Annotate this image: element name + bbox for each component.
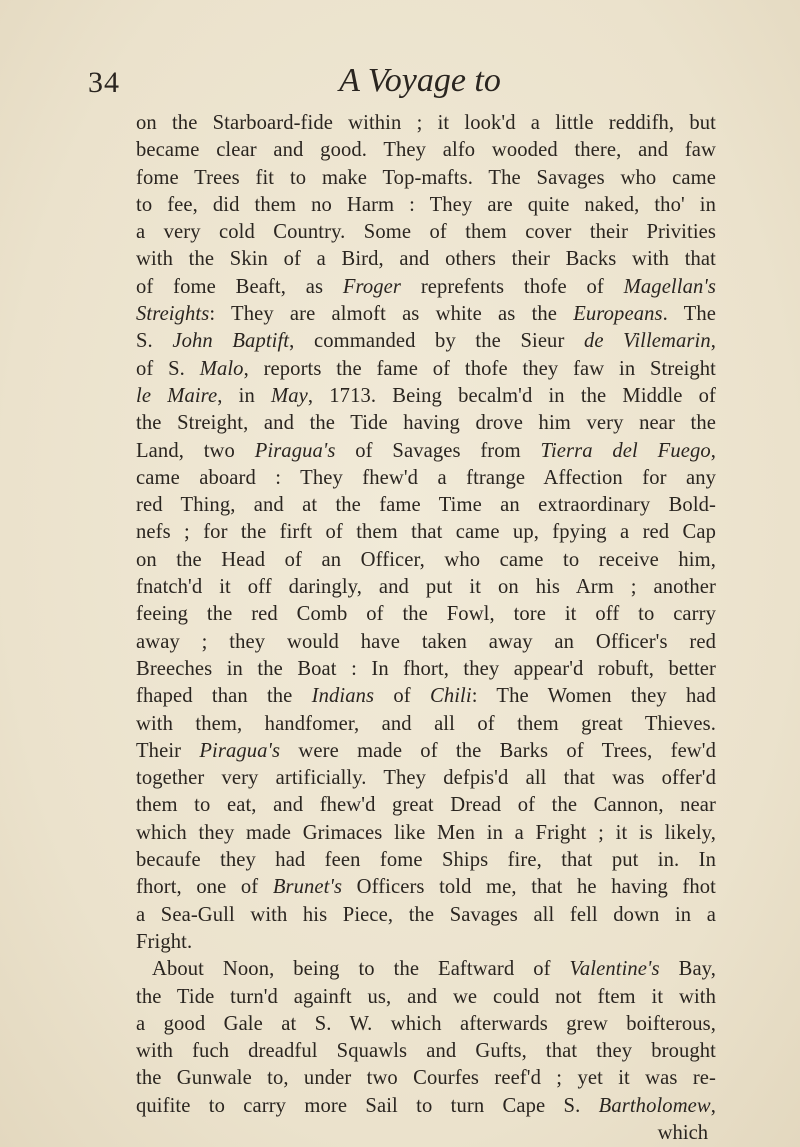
text-run: nefs ; for the firft of them that came up, fpying a red Cap xyxy=(136,521,716,544)
text-line xyxy=(136,984,716,1011)
text-run: red Thing, and at the fame Time an extraordinary Bold- xyxy=(136,494,716,517)
text-line xyxy=(136,110,716,137)
text-run: About Noon, being to the Eaftward of xyxy=(152,958,570,981)
text-run: a Sea-Gull with his Piece, the Savages all fell down in a xyxy=(136,903,716,926)
text-run: Fright. xyxy=(136,930,193,953)
text-run: fnatch'd it off daringly, and put it on his Arm ; another xyxy=(136,576,716,599)
italic-phrase: le Maire xyxy=(136,384,218,407)
text-line xyxy=(136,683,716,710)
text-line xyxy=(136,356,716,383)
text-run: a very cold Country. Some of them cover their Privities xyxy=(136,221,716,244)
text-line xyxy=(136,1065,716,1092)
text-run: Their xyxy=(136,739,200,762)
text-run: with fuch dreadful Squawls and Gufts, that they brought xyxy=(136,1040,716,1063)
text-run: , xyxy=(710,1094,716,1117)
text-run: , reports the fame of thofe they faw in Streight xyxy=(243,357,716,380)
text-run: S. xyxy=(136,330,173,353)
text-line xyxy=(136,847,716,874)
text-run: of xyxy=(374,685,430,708)
text-line xyxy=(136,519,716,546)
text-line xyxy=(136,301,716,328)
text-line xyxy=(136,274,716,301)
italic-phrase: John Baptift xyxy=(172,330,290,353)
text-line xyxy=(136,137,716,164)
text-run: on the Head of an Officer, who came to receive him, xyxy=(136,548,716,571)
text-line xyxy=(136,465,716,492)
catchword: which xyxy=(657,1121,708,1144)
text-run: fhaped than the xyxy=(136,685,312,708)
page-number: 34 xyxy=(88,66,120,99)
text-run: : The Women they had xyxy=(471,685,716,708)
text-line xyxy=(136,711,716,738)
text-run: on the Starboard-fide within ; it look'd a little reddifh, but xyxy=(136,112,716,134)
text-run: Bay, xyxy=(659,958,716,981)
text-run: of S. xyxy=(136,357,200,380)
text-line xyxy=(136,902,716,929)
text-line xyxy=(136,874,716,901)
italic-phrase: Indians xyxy=(311,685,375,708)
text-line xyxy=(136,574,716,601)
text-line xyxy=(136,410,716,437)
text-run: Land, two xyxy=(136,439,255,462)
text-line xyxy=(136,1038,716,1065)
text-line xyxy=(136,165,716,192)
text-run: them to eat, and fhew'd great Dread of the Cannon, near xyxy=(136,794,716,817)
text-run: . The xyxy=(662,303,716,326)
text-run: : They are almoft as white as the xyxy=(209,303,574,326)
italic-phrase: de Villemarin xyxy=(583,330,711,353)
text-run: to fee, did them no Harm : They are quite naked, tho' in xyxy=(136,193,716,216)
text-line xyxy=(136,601,716,628)
running-head: A Voyage to xyxy=(339,62,501,99)
text-line xyxy=(136,1093,716,1120)
text-run: the Gunwale to, under two Courfes reef'd ; yet it was re- xyxy=(136,1067,716,1090)
text-run: fhort, one of xyxy=(136,876,273,899)
text-line xyxy=(136,328,716,355)
text-line xyxy=(136,192,716,219)
text-line xyxy=(136,492,716,519)
text-run: feeing the red Comb of the Fowl, tore it off to carry xyxy=(136,603,716,626)
text-run: , xyxy=(710,330,716,353)
body-text xyxy=(136,110,716,1147)
text-run: reprefents thofe of xyxy=(401,275,624,298)
text-line xyxy=(136,1011,716,1038)
text-run: , 1713. Being becalm'd in the Middle of xyxy=(307,384,716,407)
text-run: were made of the Barks of Trees, few'd xyxy=(280,739,716,762)
italic-phrase: Piragua's xyxy=(254,439,336,462)
italic-phrase: May xyxy=(271,384,308,407)
text-line xyxy=(136,765,716,792)
text-run: quifite to carry more Sail to turn Cape S. xyxy=(136,1094,599,1117)
text-line xyxy=(136,820,716,847)
text-run: away ; they would have taken away an Officer's red xyxy=(136,630,716,653)
text-run: Officers told me, that he having fhot xyxy=(342,876,716,899)
text-run: a good Gale at S. W. which afterwards grew boifterous, xyxy=(136,1012,716,1035)
text-line xyxy=(136,956,716,983)
text-run: which they made Grimaces like Men in a Fright ; it is likely, xyxy=(136,821,716,844)
text-run: together very artificially. They defpis'd all that was offer'd xyxy=(136,767,716,790)
text-run: , commanded by the Sieur xyxy=(289,330,584,353)
text-run: with them, handfomer, and all of them great Thieves. xyxy=(136,712,716,735)
text-run: fome Trees fit to make Top-mafts. The Savages who came xyxy=(136,166,716,189)
text-line xyxy=(136,547,716,574)
italic-phrase: Froger xyxy=(342,275,402,298)
text-run: the Tide turn'd againft us, and we could not ftem it with xyxy=(136,985,716,1008)
text-run: became clear and good. They alfo wooded there, and faw xyxy=(136,139,716,162)
text-line xyxy=(136,929,716,956)
italic-phrase: Chili xyxy=(430,685,472,708)
text-run: , in xyxy=(217,384,271,407)
text-line xyxy=(136,438,716,465)
text-line xyxy=(136,738,716,765)
italic-phrase: Brunet's xyxy=(272,876,343,899)
text-line xyxy=(136,383,716,410)
text-run: with the Skin of a Bird, and others their Backs with that xyxy=(136,248,716,271)
italic-phrase: Europeans xyxy=(573,303,663,326)
text-run: , xyxy=(710,439,716,462)
italic-phrase: Tierra del Fuego xyxy=(540,439,711,462)
text-line xyxy=(136,246,716,273)
italic-phrase: Magellan's xyxy=(623,275,716,298)
text-line xyxy=(136,656,716,683)
text-line xyxy=(136,792,716,819)
italic-phrase: Piragua's xyxy=(199,739,281,762)
italic-phrase: Valentine's xyxy=(569,958,660,981)
italic-phrase: Bartholomew xyxy=(598,1094,711,1117)
text-run: came aboard : They fhew'd a ftrange Affection for any xyxy=(136,466,716,489)
text-run: of fome Beaft, as xyxy=(136,275,343,298)
italic-phrase: Streights xyxy=(136,303,210,326)
text-line xyxy=(136,219,716,246)
text-line xyxy=(136,629,716,656)
italic-phrase: Malo xyxy=(199,357,244,380)
text-run: becaufe they had feen fome Ships fire, that put in. In xyxy=(136,849,716,872)
text-run: of Savages from xyxy=(335,439,541,462)
text-run: Breeches in the Boat : In fhort, they appear'd robuft, better xyxy=(136,657,716,680)
text-run: the Streight, and the Tide having drove him very near the xyxy=(136,412,716,435)
